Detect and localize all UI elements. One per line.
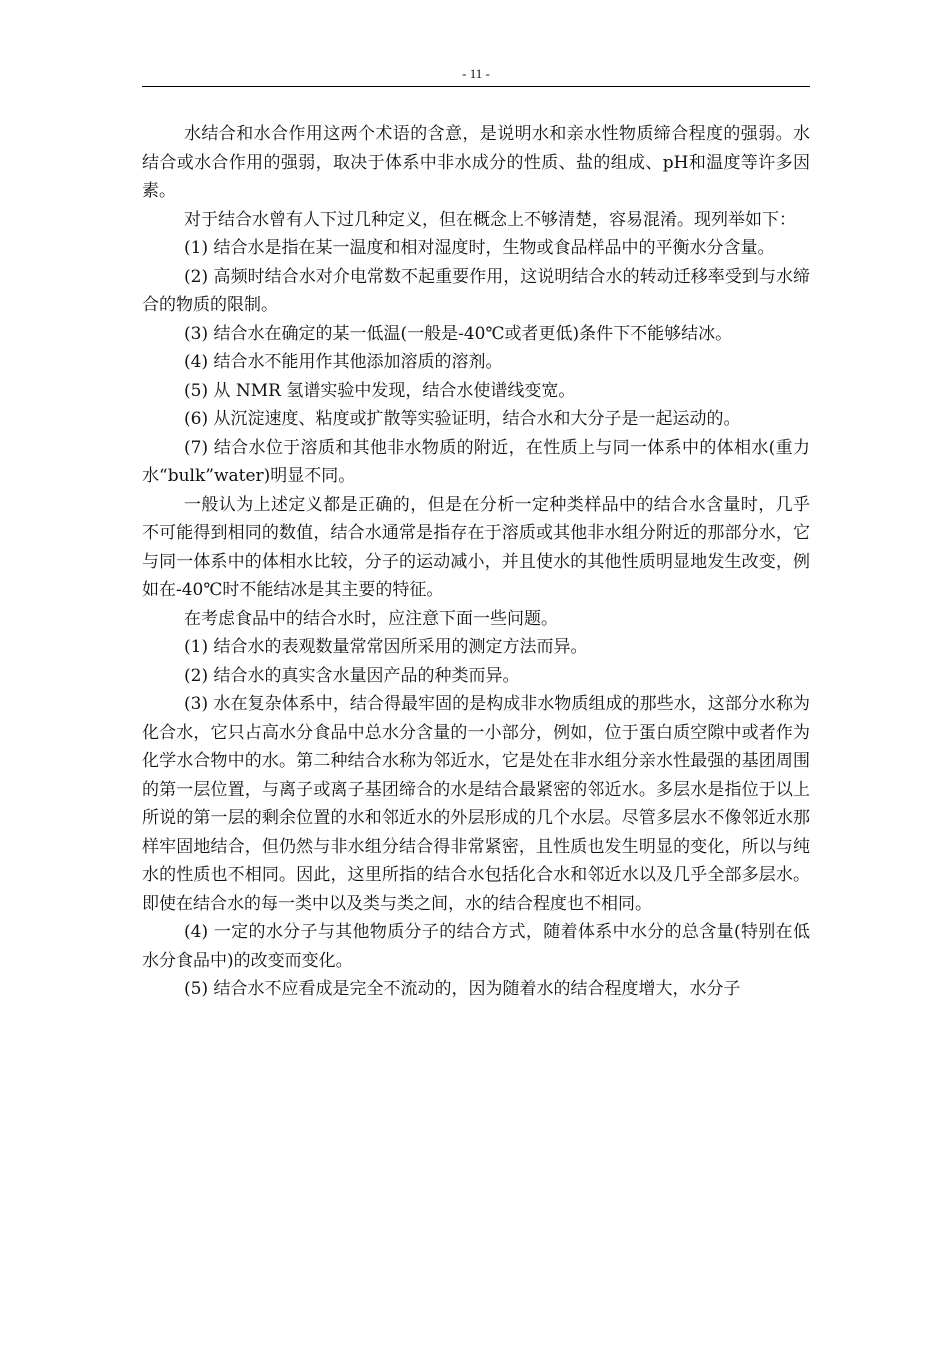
definition-item-6: (6) 从沉淀速度、粘度或扩散等实验证明，结合水和大分子是一起运动的。 bbox=[184, 409, 741, 429]
definition-item-3: (3) 结合水在确定的某一低温(一般是-40℃或者更低)条件下不能够结冰。 bbox=[184, 323, 733, 344]
paragraph-intro: 水结合和水合作用这两个术语的含意，是说明水和亲水性物质缔合程度的强弱。水结合或水合作用的强弱，取决于体系中非水成分的性质、盐的组成、pH和温度等许多因素。 bbox=[142, 124, 810, 201]
definition-item-2: (2) 高频时结合水对介电常数不起重要作用，这说明结合水的转动迁移率受到与水缔合的物质的限制。 bbox=[142, 266, 810, 315]
body-text bbox=[142, 120, 810, 1004]
page-number: - 11 - bbox=[462, 66, 490, 81]
definition-item-4: (4) 结合水不能用作其他添加溶质的溶剂。 bbox=[184, 352, 503, 372]
consideration-item-4: (4) 一定的水分子与其他物质分子的结合方式，随着体系中水分的总含量(特别在低水分食品中)的改变而变化。 bbox=[142, 922, 810, 971]
consideration-item-1: (1) 结合水的表观数量常常因所采用的测定方法而异。 bbox=[184, 637, 588, 657]
consideration-item-5: (5) 结合水不应看成是完全不流动的，因为随着水的结合程度增大，水分子 bbox=[184, 979, 741, 999]
consideration-item-3: (3) 水在复杂体系中，结合得最牢固的是构成非水物质组成的那些水，这部分水称为化合水，它只占高水分食品中总水分含量的一小部分，例如，位于蛋白质空隙中或者作为化学水合物中的水。第二种结合水称为邻近水，它是处在非水组分亲水性最强的基团周围的第一层位置，与离子或离子基团缔合的水是结合最紧密的邻近水。多层水是指位于以上所说的第一层的剩余位置的水和邻近水的外层形成的几个水层。尽管多层水不像邻近水那样牢固地结合，但仍然与非水组分结合得非常紧密，且性质也发生明显的变化，所以与纯水的性质也不相同。因此，这里所指的结合水包括化合水和邻近水以及几乎全部多层水。即使在结合水的每一类中以及类与类之间，水的结合程度也不相同。 bbox=[142, 694, 810, 914]
consideration-item-2: (2) 结合水的真实含水量因产品的种类而异。 bbox=[184, 665, 520, 686]
paragraph-general-view: 一般认为上述定义都是正确的，但是在分析一定种类样品中的结合水含量时，几乎不可能得到相同的数值，结合水通常是指存在于溶质或其他非水组分附近的那部分水，它与同一体系中的体相水比较，分子的运动减小，并且使水的其他性质明显地发生改变，例如在-40℃时不能结冰是其主要的特征。 bbox=[142, 494, 810, 600]
paragraph-considerations-intro: 在考虑食品中的结合水时，应注意下面一些问题。 bbox=[184, 608, 558, 629]
paragraph-definitions-intro: 对于结合水曾有人下过几种定义，但在概念上不够清楚，容易混淆。现列举如下： bbox=[184, 209, 796, 230]
definition-item-5: (5) 从 NMR 氢谱实验中发现，结合水使谱线变宽。 bbox=[184, 380, 576, 401]
definition-item-7: (7) 结合水位于溶质和其他非水物质的附近，在性质上与同一体系中的体相水(重力水“bulk”water)明显不同。 bbox=[142, 437, 810, 486]
definition-item-1: (1) 结合水是指在某一温度和相对湿度时，生物或食品样品中的平衡水分含量。 bbox=[184, 238, 775, 258]
header-rule bbox=[142, 86, 810, 87]
